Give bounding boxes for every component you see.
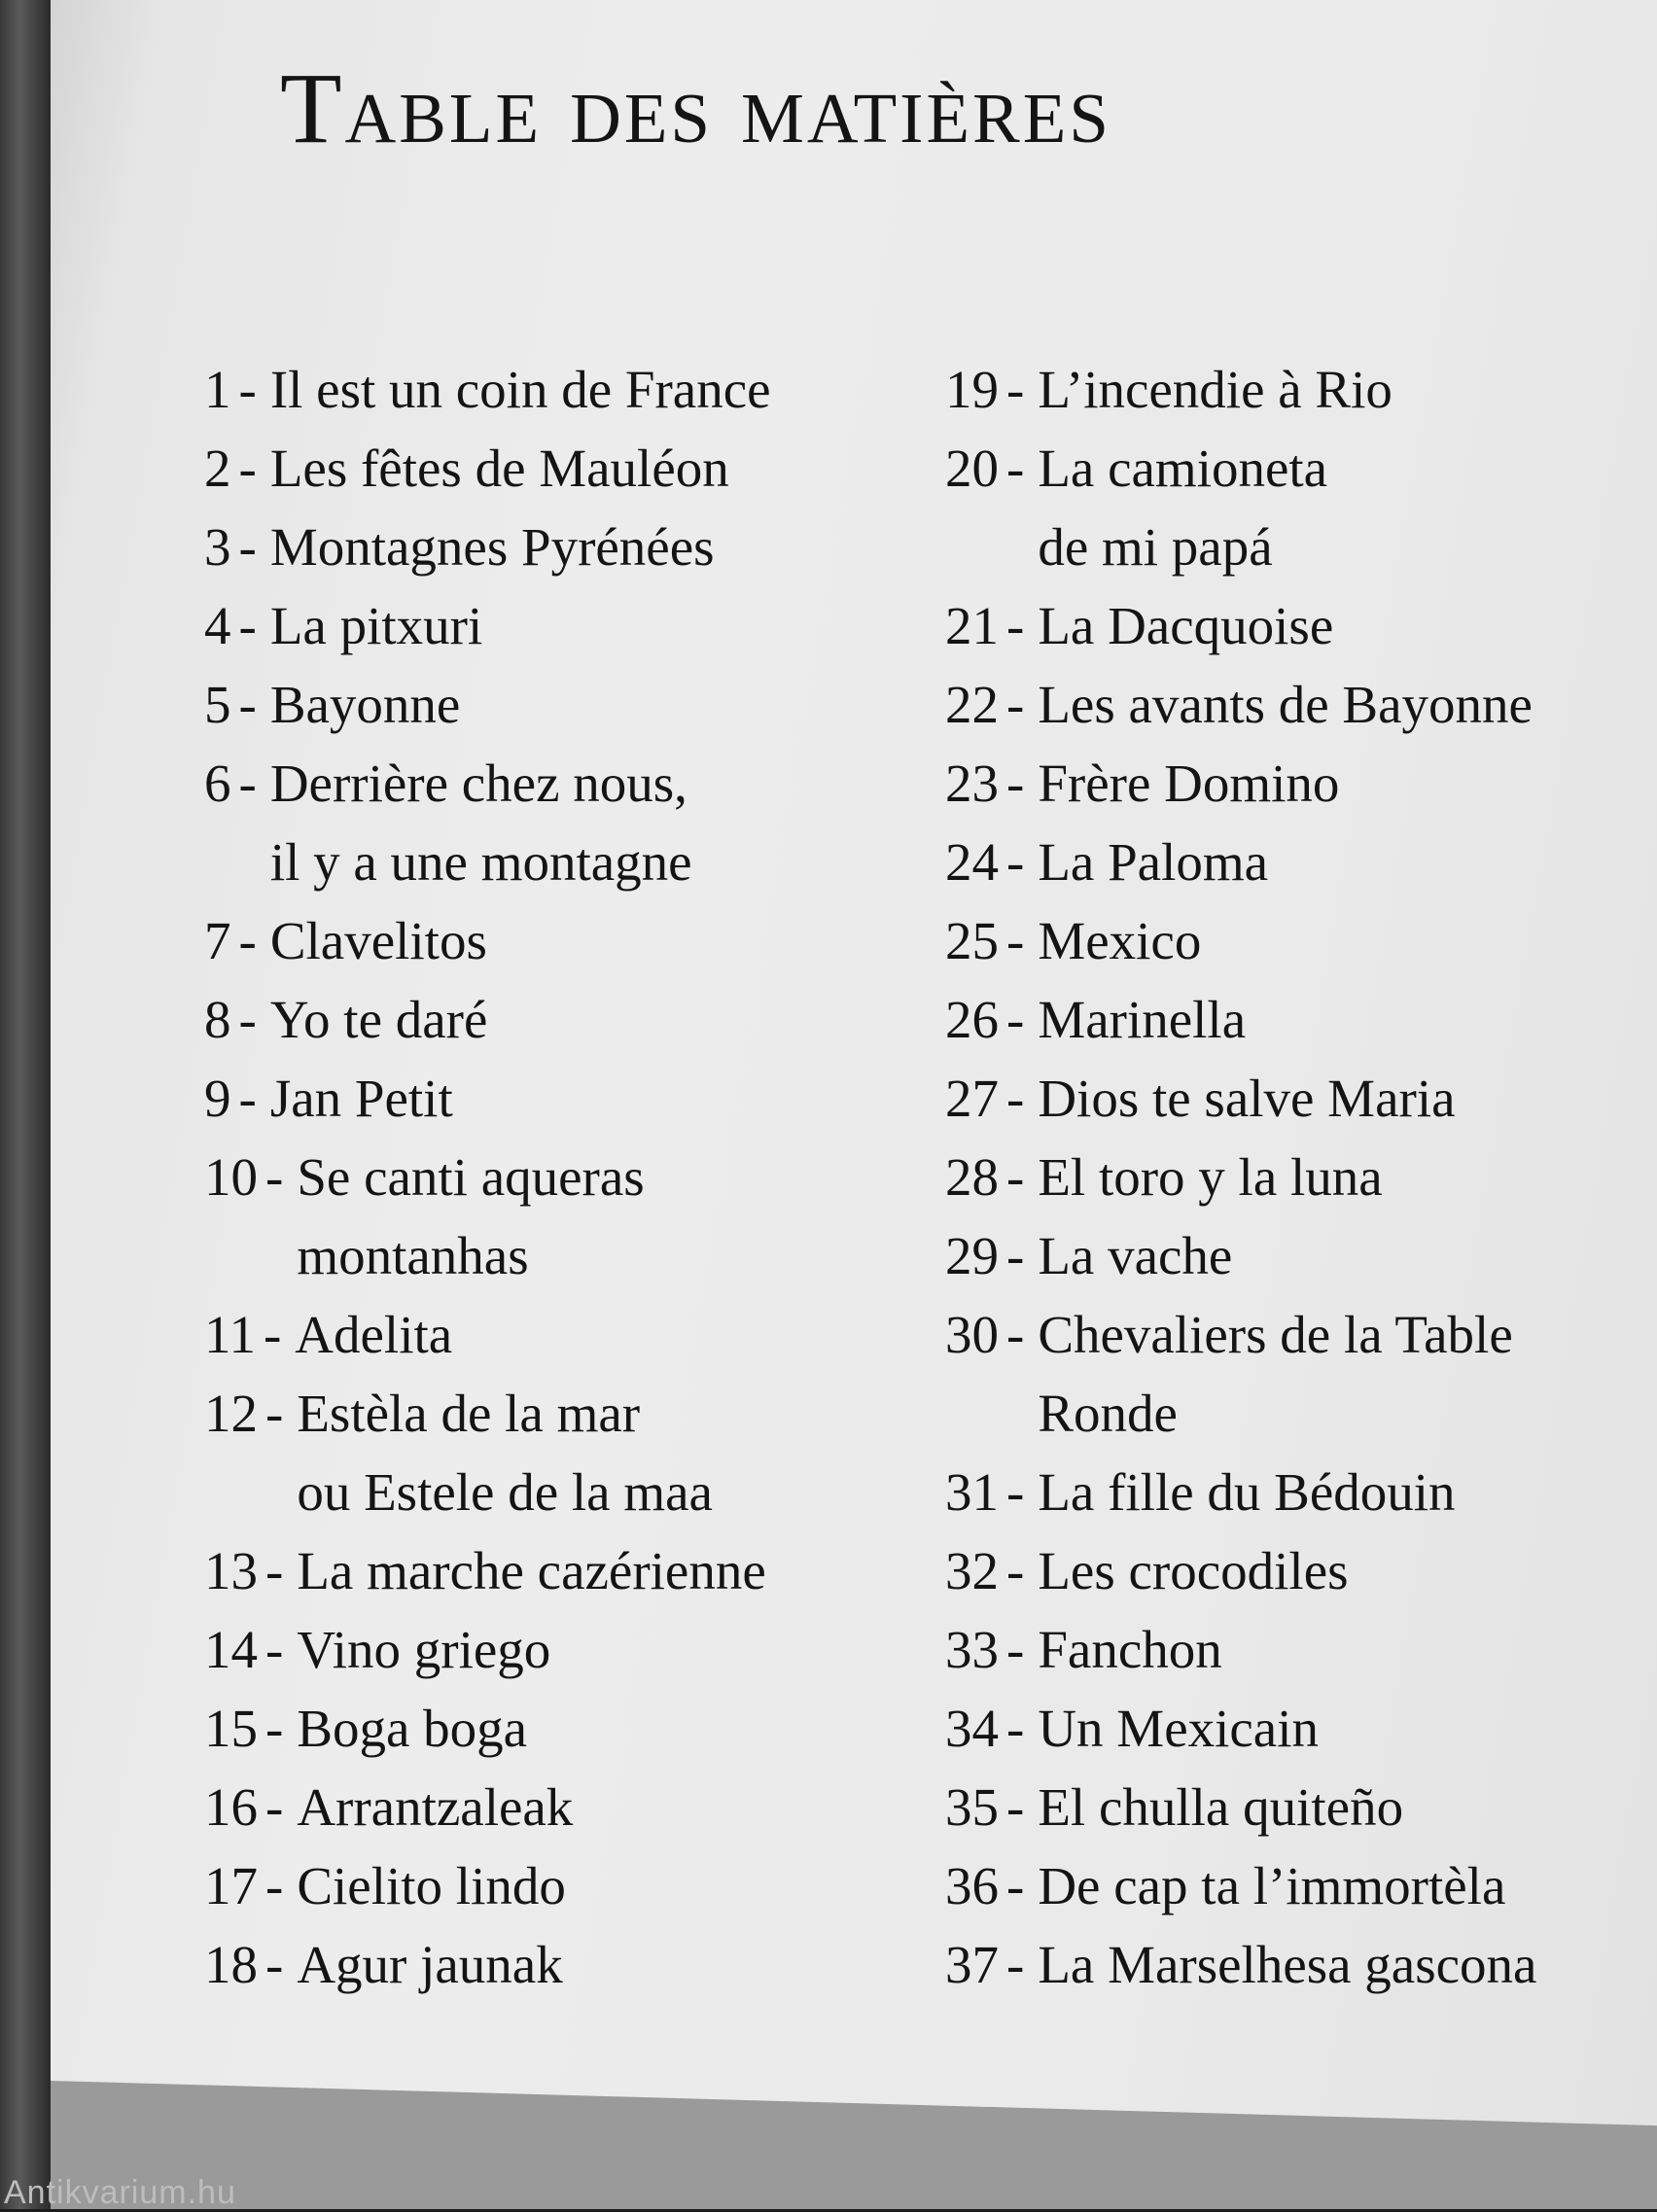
- toc-entry-number: 20: [945, 439, 999, 498]
- toc-entry-title-line: La Dacquoise: [1038, 596, 1334, 655]
- toc-entry-title: [1038, 980, 1246, 1059]
- toc-entry-number: 14: [204, 1620, 258, 1679]
- toc-entry-separator: -: [238, 517, 257, 577]
- toc-entry-number: 27: [945, 1069, 999, 1128]
- toc-entry-title-line: Frère Domino: [1038, 754, 1340, 813]
- toc-entry-title-line: Dios te salve Maria: [1038, 1069, 1456, 1128]
- toc-entry-separator: -: [265, 1620, 284, 1679]
- toc-entry-title-line: Estèla de la mar: [297, 1384, 641, 1443]
- toc-entry: [204, 1295, 924, 1374]
- toc-entry-title-line: Chevaliers de la Table: [1038, 1305, 1513, 1364]
- toc-entry-title-line: Bayonne: [269, 675, 461, 734]
- toc-entry-number: 28: [945, 1147, 999, 1207]
- toc-entry-title-line: de mi papá: [1038, 517, 1273, 577]
- toc-entry-title: [270, 901, 487, 980]
- toc-entry-number: 2: [204, 439, 231, 498]
- toc-entry: [204, 980, 924, 1059]
- toc-entry-separator: -: [1006, 990, 1025, 1049]
- toc-entry-title-line: De cap ta l’immortèla: [1038, 1856, 1506, 1915]
- toc-entry-number: 7: [204, 911, 231, 970]
- toc-entry-separator: -: [1006, 1620, 1025, 1679]
- toc-entry-separator: -: [1006, 1226, 1025, 1285]
- toc-entry-title-line: Arrantzaleak: [297, 1777, 574, 1837]
- toc-left-column: [204, 350, 924, 2004]
- toc-entry: [945, 980, 1657, 1059]
- toc-entry: [204, 586, 924, 665]
- toc-entry-title-line: La Paloma: [1038, 832, 1269, 892]
- toc-entry-title-line: Ronde: [1038, 1384, 1178, 1443]
- toc-entry-title-line: montanhas: [297, 1226, 529, 1285]
- page-title: Table des matières: [280, 53, 1111, 164]
- toc-entry-number: 29: [945, 1226, 999, 1285]
- toc-entry-title: [1038, 350, 1393, 429]
- watermark: Antikvarium.hu: [4, 2174, 236, 2211]
- toc-entry-separator: -: [1006, 439, 1025, 498]
- toc-entry-title-line: La marche cazérienne: [297, 1541, 766, 1600]
- toc-right-column: [945, 350, 1657, 2004]
- toc-entry-title-line: Adelita: [295, 1305, 453, 1364]
- toc-entry-number: 19: [945, 360, 999, 419]
- toc-entry: [204, 1689, 924, 1768]
- toc-entry-title-line: il y a une montagne: [269, 832, 692, 892]
- toc-entry: [945, 1216, 1657, 1295]
- toc-entry-separator: -: [265, 1147, 284, 1207]
- toc-entry: [204, 350, 924, 429]
- toc-entry: [945, 665, 1657, 744]
- toc-entry: [945, 823, 1657, 901]
- toc-entry-number: 36: [945, 1856, 999, 1915]
- toc-entry: [204, 429, 924, 508]
- toc-entry-number: 6: [204, 754, 231, 813]
- toc-entry: [204, 1138, 924, 1295]
- toc-entry-number: 25: [945, 911, 999, 970]
- toc-entry-title: [1038, 901, 1201, 980]
- toc-entry-title: [1038, 429, 1327, 586]
- toc-entry-title: [270, 429, 729, 508]
- toc-entry-title-line: Boga boga: [297, 1699, 528, 1758]
- toc-entry-separator: -: [1006, 1069, 1025, 1128]
- toc-entry-title: [1038, 1216, 1232, 1295]
- toc-entry-number: 3: [204, 517, 231, 577]
- toc-entry-title: [1038, 823, 1268, 901]
- toc-entry: [945, 1768, 1657, 1846]
- toc-entry: [204, 665, 924, 744]
- toc-entry-number: 24: [945, 832, 999, 892]
- toc-entry-separator: -: [238, 675, 257, 734]
- toc-entry-separator: -: [1006, 1541, 1025, 1600]
- toc-entry: [945, 744, 1657, 823]
- toc-entry: [204, 1846, 924, 1925]
- toc-entry-title: [270, 744, 692, 901]
- toc-entry-title-line: Clavelitos: [269, 911, 487, 970]
- toc-entry-number: 16: [204, 1777, 258, 1837]
- toc-entry-title-line: Jan Petit: [269, 1069, 453, 1128]
- toc-entry-number: 21: [945, 596, 999, 655]
- toc-entry-separator: -: [1006, 596, 1025, 655]
- toc-entry-title: [270, 350, 771, 429]
- toc-entry-separator: -: [1006, 1856, 1025, 1915]
- toc-entry: [945, 1846, 1657, 1925]
- toc-entry-title-line: Vino griego: [297, 1620, 551, 1679]
- toc-entry-separator: -: [1006, 832, 1025, 892]
- toc-entry-separator: -: [265, 1856, 284, 1915]
- toc-entry-number: 30: [945, 1305, 999, 1364]
- page-bottom-band: [51, 2081, 1657, 2209]
- toc-entry-title-line: Se canti aqueras: [297, 1147, 645, 1207]
- toc-entry-title: [270, 1059, 453, 1138]
- toc-entry-separator: -: [1006, 911, 1025, 970]
- toc-entry-number: 8: [204, 990, 231, 1049]
- toc-entry-title: [1038, 1059, 1455, 1138]
- toc-entry-title: [297, 1925, 562, 2004]
- toc-entry-title: [297, 1531, 765, 1610]
- toc-entry: [945, 586, 1657, 665]
- toc-entry-title: [1038, 1531, 1348, 1610]
- toc-entry-title: [270, 586, 482, 665]
- toc-entry-title: [1038, 665, 1533, 744]
- toc-entry: [945, 350, 1657, 429]
- toc-entry-title-line: Un Mexicain: [1038, 1699, 1319, 1758]
- toc-entry-separator: -: [238, 1069, 257, 1128]
- toc-entry: [945, 1925, 1657, 2004]
- toc-entry-number: 31: [945, 1462, 999, 1522]
- toc-entry-title: [1038, 1925, 1536, 2004]
- toc-entry-title-line: Les crocodiles: [1038, 1541, 1349, 1600]
- toc-entry-title-line: Les fêtes de Mauléon: [269, 439, 729, 498]
- toc-entry: [204, 1059, 924, 1138]
- toc-entry: [204, 901, 924, 980]
- toc-entry-title-line: La camioneta: [1038, 439, 1328, 498]
- toc-entry-number: 23: [945, 754, 999, 813]
- toc-entry-title-line: La vache: [1038, 1226, 1233, 1285]
- toc-entry-separator: -: [238, 911, 257, 970]
- toc-entry-title: [1038, 1453, 1455, 1531]
- toc-entry-separator: -: [1006, 754, 1025, 813]
- toc-entry-title-line: El toro y la luna: [1038, 1147, 1383, 1207]
- toc-entry-title-line: Les avants de Bayonne: [1038, 675, 1533, 734]
- toc-entry-separator: -: [265, 1699, 284, 1758]
- toc-entry-title-line: ou Estele de la maa: [297, 1462, 713, 1522]
- toc-entry-title: [270, 665, 461, 744]
- toc-entry-title-line: El chulla quiteño: [1038, 1777, 1404, 1837]
- toc-entry-separator: -: [1006, 360, 1025, 419]
- toc-entry-title: [270, 508, 715, 586]
- toc-entry-title-line: Il est un coin de France: [269, 360, 771, 419]
- toc-entry-separator: -: [238, 439, 257, 498]
- book-spine: [0, 0, 51, 2209]
- toc-entry-separator: -: [1006, 1935, 1025, 1994]
- toc-entry-separator: -: [1006, 1699, 1025, 1758]
- toc-entry: [945, 1453, 1657, 1531]
- toc-entry-separator: -: [1006, 1462, 1025, 1522]
- toc-entry-title: [297, 1610, 550, 1689]
- toc-entry: [945, 901, 1657, 980]
- toc-entry-number: 15: [204, 1699, 258, 1758]
- toc-entry-title: [297, 1374, 713, 1531]
- toc-entry-number: 9: [204, 1069, 231, 1128]
- toc-entry: [204, 1610, 924, 1689]
- toc-entry-title-line: La pitxuri: [269, 596, 483, 655]
- toc-entry-separator: -: [238, 596, 257, 655]
- toc-entry: [945, 1059, 1657, 1138]
- toc-entry-title: [297, 1768, 573, 1846]
- toc-entry-number: 35: [945, 1777, 999, 1837]
- toc-entry-separator: -: [265, 1541, 284, 1600]
- toc-entry: [945, 1295, 1657, 1453]
- toc-entry-title-line: Yo te daré: [269, 990, 488, 1049]
- toc-entry-number: 13: [204, 1541, 258, 1600]
- toc-entry-separator: -: [263, 1305, 282, 1364]
- toc-entry: [945, 1138, 1657, 1216]
- toc-entry: [945, 1610, 1657, 1689]
- toc-entry-title-line: Fanchon: [1038, 1620, 1222, 1679]
- toc-entry-number: 17: [204, 1856, 258, 1915]
- toc-entry-number: 1: [204, 360, 231, 419]
- toc-entry-separator: -: [1006, 675, 1025, 734]
- toc-entry-number: 18: [204, 1935, 258, 1994]
- toc-entry: [945, 429, 1657, 586]
- toc-entry-separator: -: [1006, 1147, 1025, 1207]
- toc-entry-title: [297, 1846, 566, 1925]
- toc-entry-title: [297, 1138, 644, 1295]
- toc-entry: [204, 744, 924, 901]
- toc-entry-title: [295, 1295, 452, 1374]
- toc-entry-number: 33: [945, 1620, 999, 1679]
- toc-entry-separator: -: [265, 1777, 284, 1837]
- toc-entry-title: [1038, 1138, 1382, 1216]
- toc-entry-title: [1038, 1295, 1512, 1453]
- toc-entry-title-line: La Marselhesa gascona: [1038, 1935, 1537, 1994]
- toc-entry-title: [1038, 1846, 1505, 1925]
- toc-entry-number: 5: [204, 675, 231, 734]
- toc-entry: [945, 1531, 1657, 1610]
- toc-entry-number: 10: [204, 1147, 258, 1207]
- toc-entry: [204, 1768, 924, 1846]
- toc-entry: [204, 1925, 924, 2004]
- toc-entry-title-line: Derrière chez nous,: [269, 754, 687, 813]
- toc-entry-separator: -: [1006, 1777, 1025, 1837]
- toc-entry-title-line: Agur jaunak: [297, 1935, 563, 1994]
- toc-entry: [204, 1531, 924, 1610]
- toc-entry-separator: -: [238, 990, 257, 1049]
- toc-entry-number: 34: [945, 1699, 999, 1758]
- toc-entry-title: [1038, 1610, 1221, 1689]
- toc-entry-title-line: Cielito lindo: [297, 1856, 566, 1915]
- toc-entry-title-line: Mexico: [1038, 911, 1202, 970]
- toc-entry-separator: -: [238, 754, 257, 813]
- book-page: [51, 0, 1657, 2209]
- toc-entry-title-line: L’incendie à Rio: [1038, 360, 1393, 419]
- toc-entry-title: [297, 1689, 527, 1768]
- toc-entry-title: [1038, 744, 1339, 823]
- toc-entry-number: 11: [204, 1305, 256, 1364]
- toc-entry-separator: -: [1006, 1305, 1025, 1364]
- toc-entry-title: [1038, 1768, 1403, 1846]
- toc-entry: [204, 508, 924, 586]
- toc-entry-title: [1038, 586, 1333, 665]
- toc-entry-title-line: Montagnes Pyrénées: [269, 517, 715, 577]
- toc-entry-number: 32: [945, 1541, 999, 1600]
- toc-entry-title-line: La fille du Bédouin: [1038, 1462, 1456, 1522]
- toc-entry-title-line: Marinella: [1038, 990, 1247, 1049]
- toc-entry-separator: -: [265, 1935, 284, 1994]
- toc-entry: [945, 1689, 1657, 1768]
- toc-entry-separator: -: [238, 360, 257, 419]
- toc-entry-number: 4: [204, 596, 231, 655]
- toc-entry-title: [1038, 1689, 1319, 1768]
- toc-entry-separator: -: [265, 1384, 284, 1443]
- toc-entry-title: [270, 980, 488, 1059]
- toc-entry-number: 26: [945, 990, 999, 1049]
- toc-entry-number: 22: [945, 675, 999, 734]
- toc-entry-number: 12: [204, 1384, 258, 1443]
- toc-entry: [204, 1374, 924, 1531]
- toc-entry-number: 37: [945, 1935, 999, 1994]
